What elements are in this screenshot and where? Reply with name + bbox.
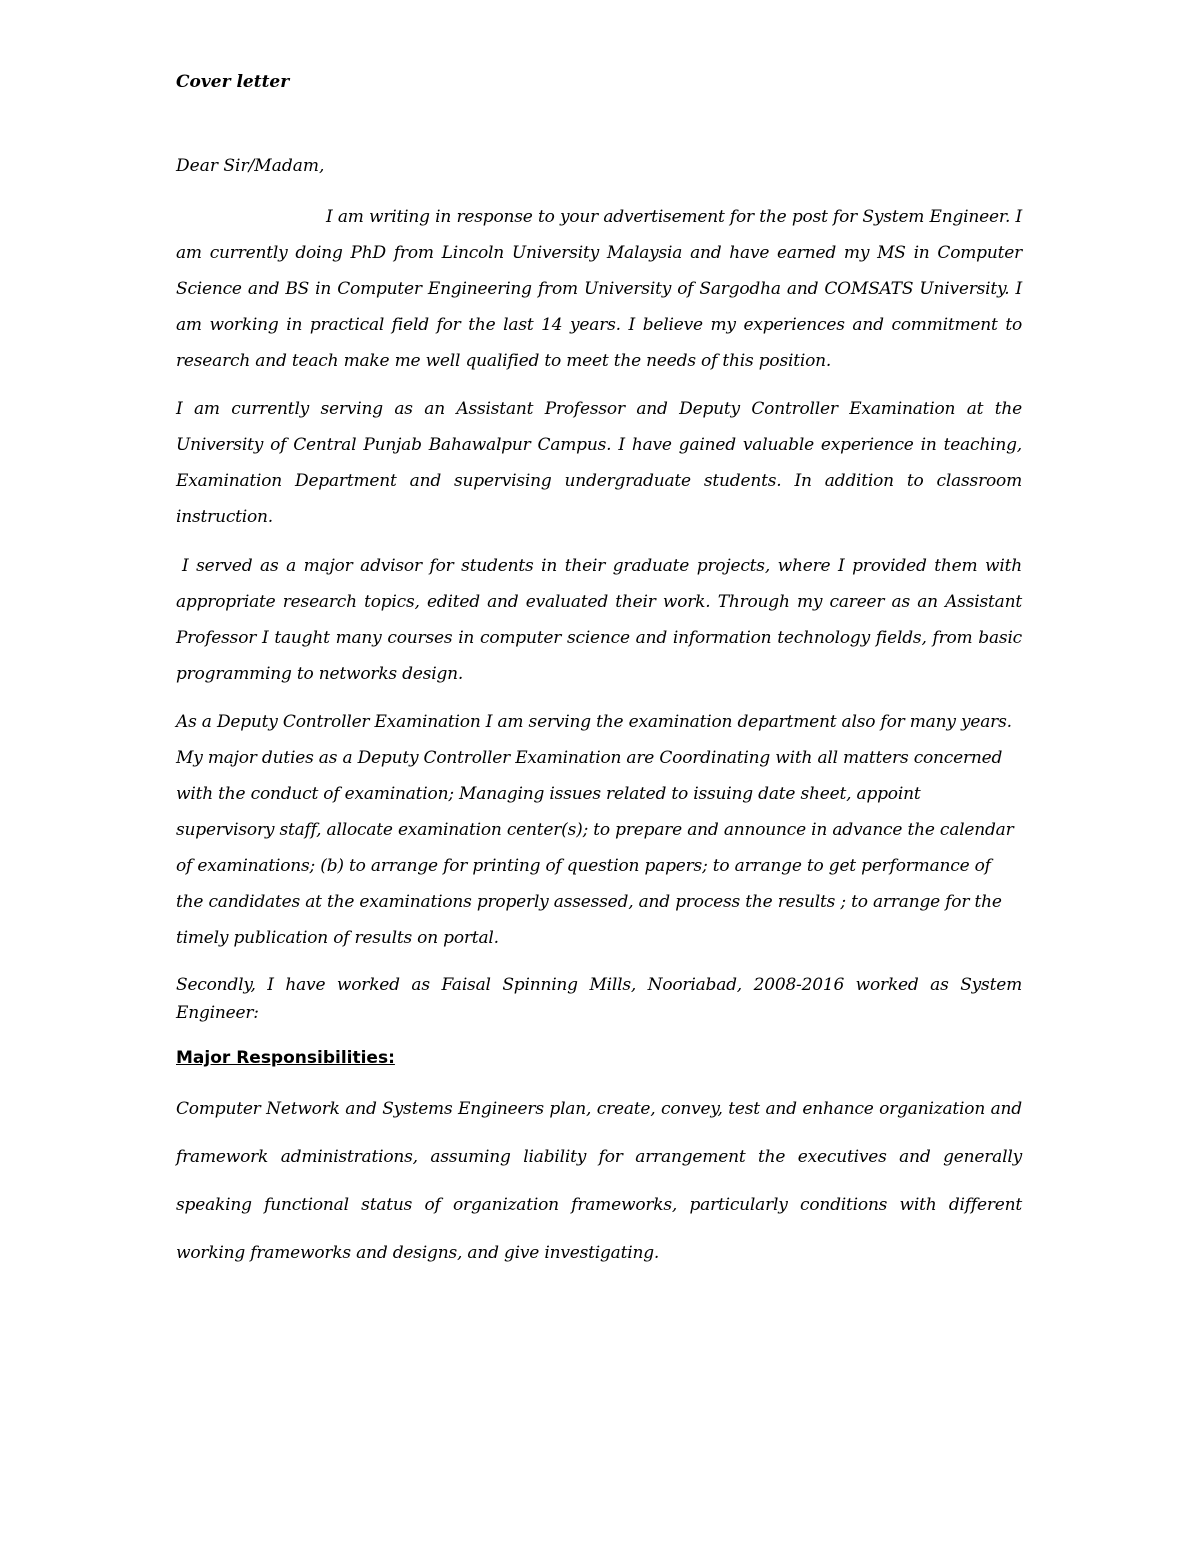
paragraph-examination-duties: As a Deputy Controller Examination I am serving the examination department also for many years. My major duties as a Deputy Controller Examination are Coordinating with all matters concerned with the conduct of examination; Managing issues related to issuing date sheet, appoint supervisory staff, allocate examination center(s); to prepare and announce in advance the calendar of examinations; (b) to arrange for printing of question papers; to arrange to get performance of the candidates at the examinations properly assessed, and process the results ; to arrange for the timely publication of results on portal. xyxy=(176,712,1014,948)
paragraph-previous-employment: Secondly, I have worked as Faisal Spinning Mills, Nooriabad, 2008-2016 worked as System Engineer: xyxy=(176,975,1022,1023)
document-heading: Cover letter xyxy=(176,72,290,92)
salutation: Dear Sir/Madam, xyxy=(176,156,325,176)
paragraph-advising: I served as a major advisor for students in their graduate projects, where I provided them with appropriate research topics, edited and evaluated their work. Through my career as an Assistant Professor I taught many courses in computer science and information technology fields, from basic programming to networks design. xyxy=(176,556,1022,684)
paragraph-responsibilities: Computer Network and Systems Engineers plan, create, convey, test and enhance organization and framework administrations, assuming liability for arrangement the executives and generally speaking functional status of organization frameworks, particularly conditions with different working frameworks and designs, and give investigating. xyxy=(176,1099,1022,1263)
paragraph-intro: I am writing in response to your advertisement for the post for System Engineer. I am currently doing PhD from Lincoln University Malaysia and have earned my MS in Computer Science and BS in Computer Engineering from University of Sargodha and COMSATS University. I am working in practical field for the last 14 years. I believe my experiences and commitment to research and teach make me well qualified to meet the needs of this position. xyxy=(176,207,1022,371)
paragraph-current-position: I am currently serving as an Assistant Professor and Deputy Controller Examination at the University of Central Punjab Bahawalpur Campus. I have gained valuable experience in teaching, Examination Department and supervising undergraduate students. In addition to classroom instruction. xyxy=(176,399,1022,527)
section-title-major-responsibilities: Major Responsibilities: xyxy=(176,1048,395,1068)
